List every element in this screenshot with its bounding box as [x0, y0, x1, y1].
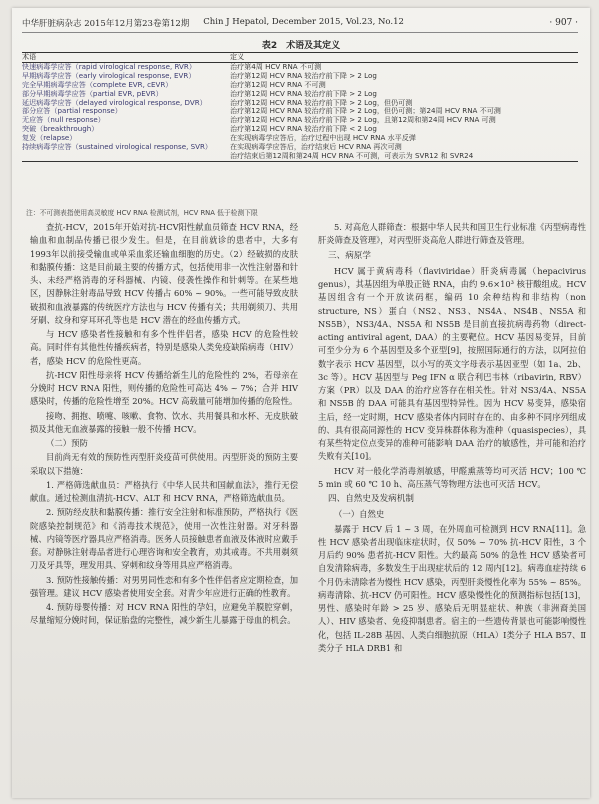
table-cell-definition: 治疗第12周 HCV RNA 较治疗前下降 > 2 Log，但仍可测 — [230, 98, 413, 107]
table-cell-definition: 治疗第12周 HCV RNA 较治疗前下降 > 2 Log，但仍可测；第24周 HCV RNA 不可测 — [230, 107, 501, 116]
table-cell-term: 持续病毒学应答（sustained virological response, SVR） — [22, 143, 212, 152]
table-header-row — [22, 53, 578, 63]
table-cell-definition: 治疗第12周 HCV RNA 较治疗前下降 > 2 Log — [230, 89, 377, 98]
table-row — [22, 143, 578, 152]
table-row — [22, 81, 578, 90]
table-cell-term: 完全早期病毒学应答（complete EVR, cEVR） — [22, 80, 173, 89]
paragraph: 抗-HCV 阳性母亲将 HCV 传播给新生儿的危险性约 2%，若母亲在分娩时 HCV RNA 阳性，则传播的危险性可高达 4% ~ 7%；合并 HIV 感染时，传播的危险性增至 20%。HCV 高载量可能增加传播的危险性。 — [30, 369, 298, 407]
paragraph: HCV 对一般化学消毒剂敏感，甲醛熏蒸等均可灭活 HCV；100 ℃ 5 min 或 60 ℃ 10 h、高压蒸气等物理方法也可灭活 HCV。 — [318, 465, 586, 489]
table-body — [22, 63, 578, 161]
running-header — [22, 14, 578, 33]
table-cell-definition: 在实现病毒学应答后，治疗结束后 HCV RNA 再次可测 — [230, 143, 402, 152]
paragraph: 5. 对高危人群筛查：根据中华人民共和国卫生行业标准《丙型病毒性肝炎筛查及管理》，对丙型肝炎高危人群进行筛查及管理。 — [318, 222, 586, 246]
section-heading: （一）自然史 — [334, 509, 385, 520]
section-heading: 三、病原学 — [328, 250, 371, 261]
table-row — [22, 107, 578, 116]
table-cell-definition: 治疗第12周 HCV RNA 较治疗前下降 > 2 Log — [230, 71, 377, 80]
table-header-term: 术语 — [22, 53, 37, 61]
table-row — [22, 134, 578, 143]
paragraph: 接吻、拥抱、喷嚏、咳嗽、食物、饮水、共用餐具和水杯、无皮肤破损及其他无血液暴露的接触一般不传播 HCV。 — [30, 410, 298, 434]
right-text-column — [318, 221, 586, 656]
table-cell-term: 快速病毒学应答（rapid virological response, RVR） — [22, 62, 196, 71]
paragraph: HCV 属于黄病毒科（flaviviridae）肝炎病毒属（hepacivirus genus），其基因组为单股正链 RNA，由约 9.6×10³ 核苷酸组成。HCV 基因组含有一个开放读码框，编码 10 余种结构和非结构（non structure, NS）蛋白（NS2、NS3、NS4A、NS4B、NS5A 和 NS5B），NS3/4A、NS5A 和 NS5B 是目前直接抗病毒药物（direct-acting antiviral agent, DAA）的主要靶位。HCV 基因易变异，目前可至少分为 6 个基因型及多个亚型[9]，按照国际通行的方法，以阿拉伯数字表示 HCV 基因型，以小写的英文字母表示基因亚型（如 1a、2b、3c 等）。HCV 基因型与 Peg IFN α 联合利巴韦林（ribavirin, RBV）方案（PR）以及 DAA 的治疗应答存在相关性。针对 NS3/4A、NS5A 和 NS5B 的 DAA 可能具有基因型特异性。因为 HCV 易变异，感染宿主后，经一定时期，HCV 感染者体内同时存在的、由多种不同序列组成的、具有很高同源性的 HCV 变异株群体称为准种（quasispecies），具有某些特定位点变异的准种可能影响 DAA 治疗的敏感性，并可能和治疗失败有关[10]。 — [318, 265, 586, 462]
table-row — [22, 116, 578, 125]
table-cell-term: 部分早期病毒学应答（partial EVR, pEVR） — [22, 89, 163, 98]
table-cell-term: 突破（breakthrough） — [22, 125, 99, 134]
paragraph: 暴露于 HCV 后 1 ~ 3 周，在外周血可检测到 HCV RNA[11]。急性 HCV 感染者出现临床症状时，仅 50% ~ 70% 抗-HCV 阳性，3 个月后约 90% 患者抗-HCV 阳性。大约最高 50% 的急性 HCV 感染者可自发清除病毒，多数发生于出现症状后的 12 周内[12]。病毒血症持续 6 个月仍未清除者为慢性 HCV 感染，丙型肝炎慢性化率为 55% ~ 85%。病毒清除、抗-HCV 仍可阳性。HCV 感染慢性化的预测指标包括[13]，男性、感染时年龄 > 25 岁、感染后无明显症状、种族（非洲裔美国人）、HIV 感染者、免疫抑制患者。宿主的一些遗传背景也可能影响慢性化，包括 IL-28B 基因、人类白细胞抗原（HLA）Ⅰ类分子 HLA B57、Ⅱ类分子 HLA DRB1 和 — [318, 523, 586, 653]
paragraph: 1. 严格筛选献血员：严格执行《中华人民共和国献血法》，推行无偿献血。通过检测血清抗-HCV、ALT 和 HCV RNA，严格筛选献血员。 — [30, 479, 298, 503]
table-row — [22, 72, 578, 81]
table-cell-definition: 治疗第12周 HCV RNA 较治疗前下降 > 2 Log，且第12周和第24周 HCV RNA 可测 — [230, 116, 496, 125]
journal-name-en: Chin J Hepatol, December 2015, Vol.23, No.12 — [203, 17, 404, 27]
paragraph: 2. 预防经皮肤和黏膜传播：推行安全注射和标准预防，严格执行《医院感染控制规范》和《消毒技术规范》，使用一次性注射器。对牙科器械、内镜等医疗器具应严格消毒。医务人员接触患者血液及体液时应戴手套。对静脉注射毒品者进行心理咨询和安全教育，劝其戒毒。不共用剃须刀及牙具等，理发用具、穿刺和纹身等用具应严格消毒。 — [30, 507, 298, 571]
table-row — [22, 63, 578, 72]
table-cell-definition: 治疗第12周 HCV RNA 较治疗前下降 < 2 Log — [230, 125, 377, 134]
table-row — [22, 99, 578, 108]
page-number: · 907 · — [549, 18, 578, 28]
journal-page — [12, 8, 590, 798]
table-cell-term: 早期病毒学应答（early virological response, EVR） — [22, 71, 196, 80]
table-cell-definition: 治疗第4周 HCV RNA 不可测 — [230, 62, 322, 71]
table-header-definition: 定义 — [230, 53, 245, 61]
table-cell-definition: 在实现病毒学应答后，治疗过程中出现 HCV RNA 水平反弹 — [230, 134, 416, 143]
table-cell-term: 无应答（null response） — [22, 116, 105, 125]
paragraph: 目前尚无有效的预防性丙型肝炎疫苗可供使用。丙型肝炎的预防主要采取以下措施： — [30, 452, 298, 476]
table-footnote: 注：不可测表指使用高灵敏度 HCV RNA 检测试剂，HCV RNA 低于检测下限 — [26, 209, 258, 217]
table-title: 表2 术语及其定义 — [261, 41, 341, 51]
journal-name-cn: 中华肝脏病杂志 2015年12月第23卷第12期 — [22, 19, 190, 29]
paragraph: 与 HCV 感染者性接触和有多个性伴侣者，感染 HCV 的危险性较高。同时伴有其他性传播疾病者，特别是感染人类免疫缺陷病毒（HIV）者，感染 HCV 的危险性更高。 — [30, 329, 298, 366]
table-cell-term: 部分应答（partial response） — [22, 107, 122, 116]
paragraph: 3. 预防性接触传播：对男男同性恋和有多个性伴侣者应定期检查，加强管理。建议 HCV 感染者使用安全套。对青少年应进行正确的性教育。 — [30, 574, 298, 598]
table-cell-term: 复发（relapse） — [22, 134, 77, 143]
terms-table — [22, 52, 578, 162]
table-cell-term: 延迟病毒学应答（delayed virological response, DVR） — [22, 98, 207, 107]
table-cell-term — [22, 152, 230, 161]
table-row — [22, 90, 578, 99]
left-text-column — [30, 221, 298, 629]
paragraph: 4. 预防母婴传播：对 HCV RNA 阳性的孕妇，应避免羊膜腔穿刺，尽量缩短分娩时间，保证胎盘的完整性，减少新生儿暴露于母血的机会。 — [30, 602, 298, 626]
section-heading: （二）预防 — [46, 438, 88, 448]
table-row — [22, 125, 578, 134]
table-cell-definition: 治疗第12周 HCV RNA 不可测 — [230, 80, 326, 89]
paragraph: 查抗-HCV，2015年开始对抗-HCV阳性献血员筛查 HCV RNA，经输血和血制品传播已很少发生。但是，在目前就诊的患者中，大多有1993年以前接受输血或单采血浆还输血细胞的历史。（2）经破损的皮肤和黏膜传播：这是目前最主要的传播方式，包括使用非一次性注射器和针头、未经严格消毒的牙科器械、内镜、侵袭性操作和针刺等。在某些地区，因静脉注射毒品导致 HCV 传播占 60% ~ 90%。一些可能导致皮肤破损和血液暴露的传统医疗方法也与 HCV 传播有关；共用剃须刀、共用牙刷、纹身和穿耳环孔等也是 HCV 潜在的经血传播方式。 — [30, 222, 298, 325]
table-row — [22, 152, 578, 161]
section-heading: 四、自然史及发病机制 — [328, 494, 414, 504]
table-cell-definition: 治疗结束后第12周和第24周 HCV RNA 不可测，可表示为 SVR12 和 SVR24 — [230, 151, 474, 160]
